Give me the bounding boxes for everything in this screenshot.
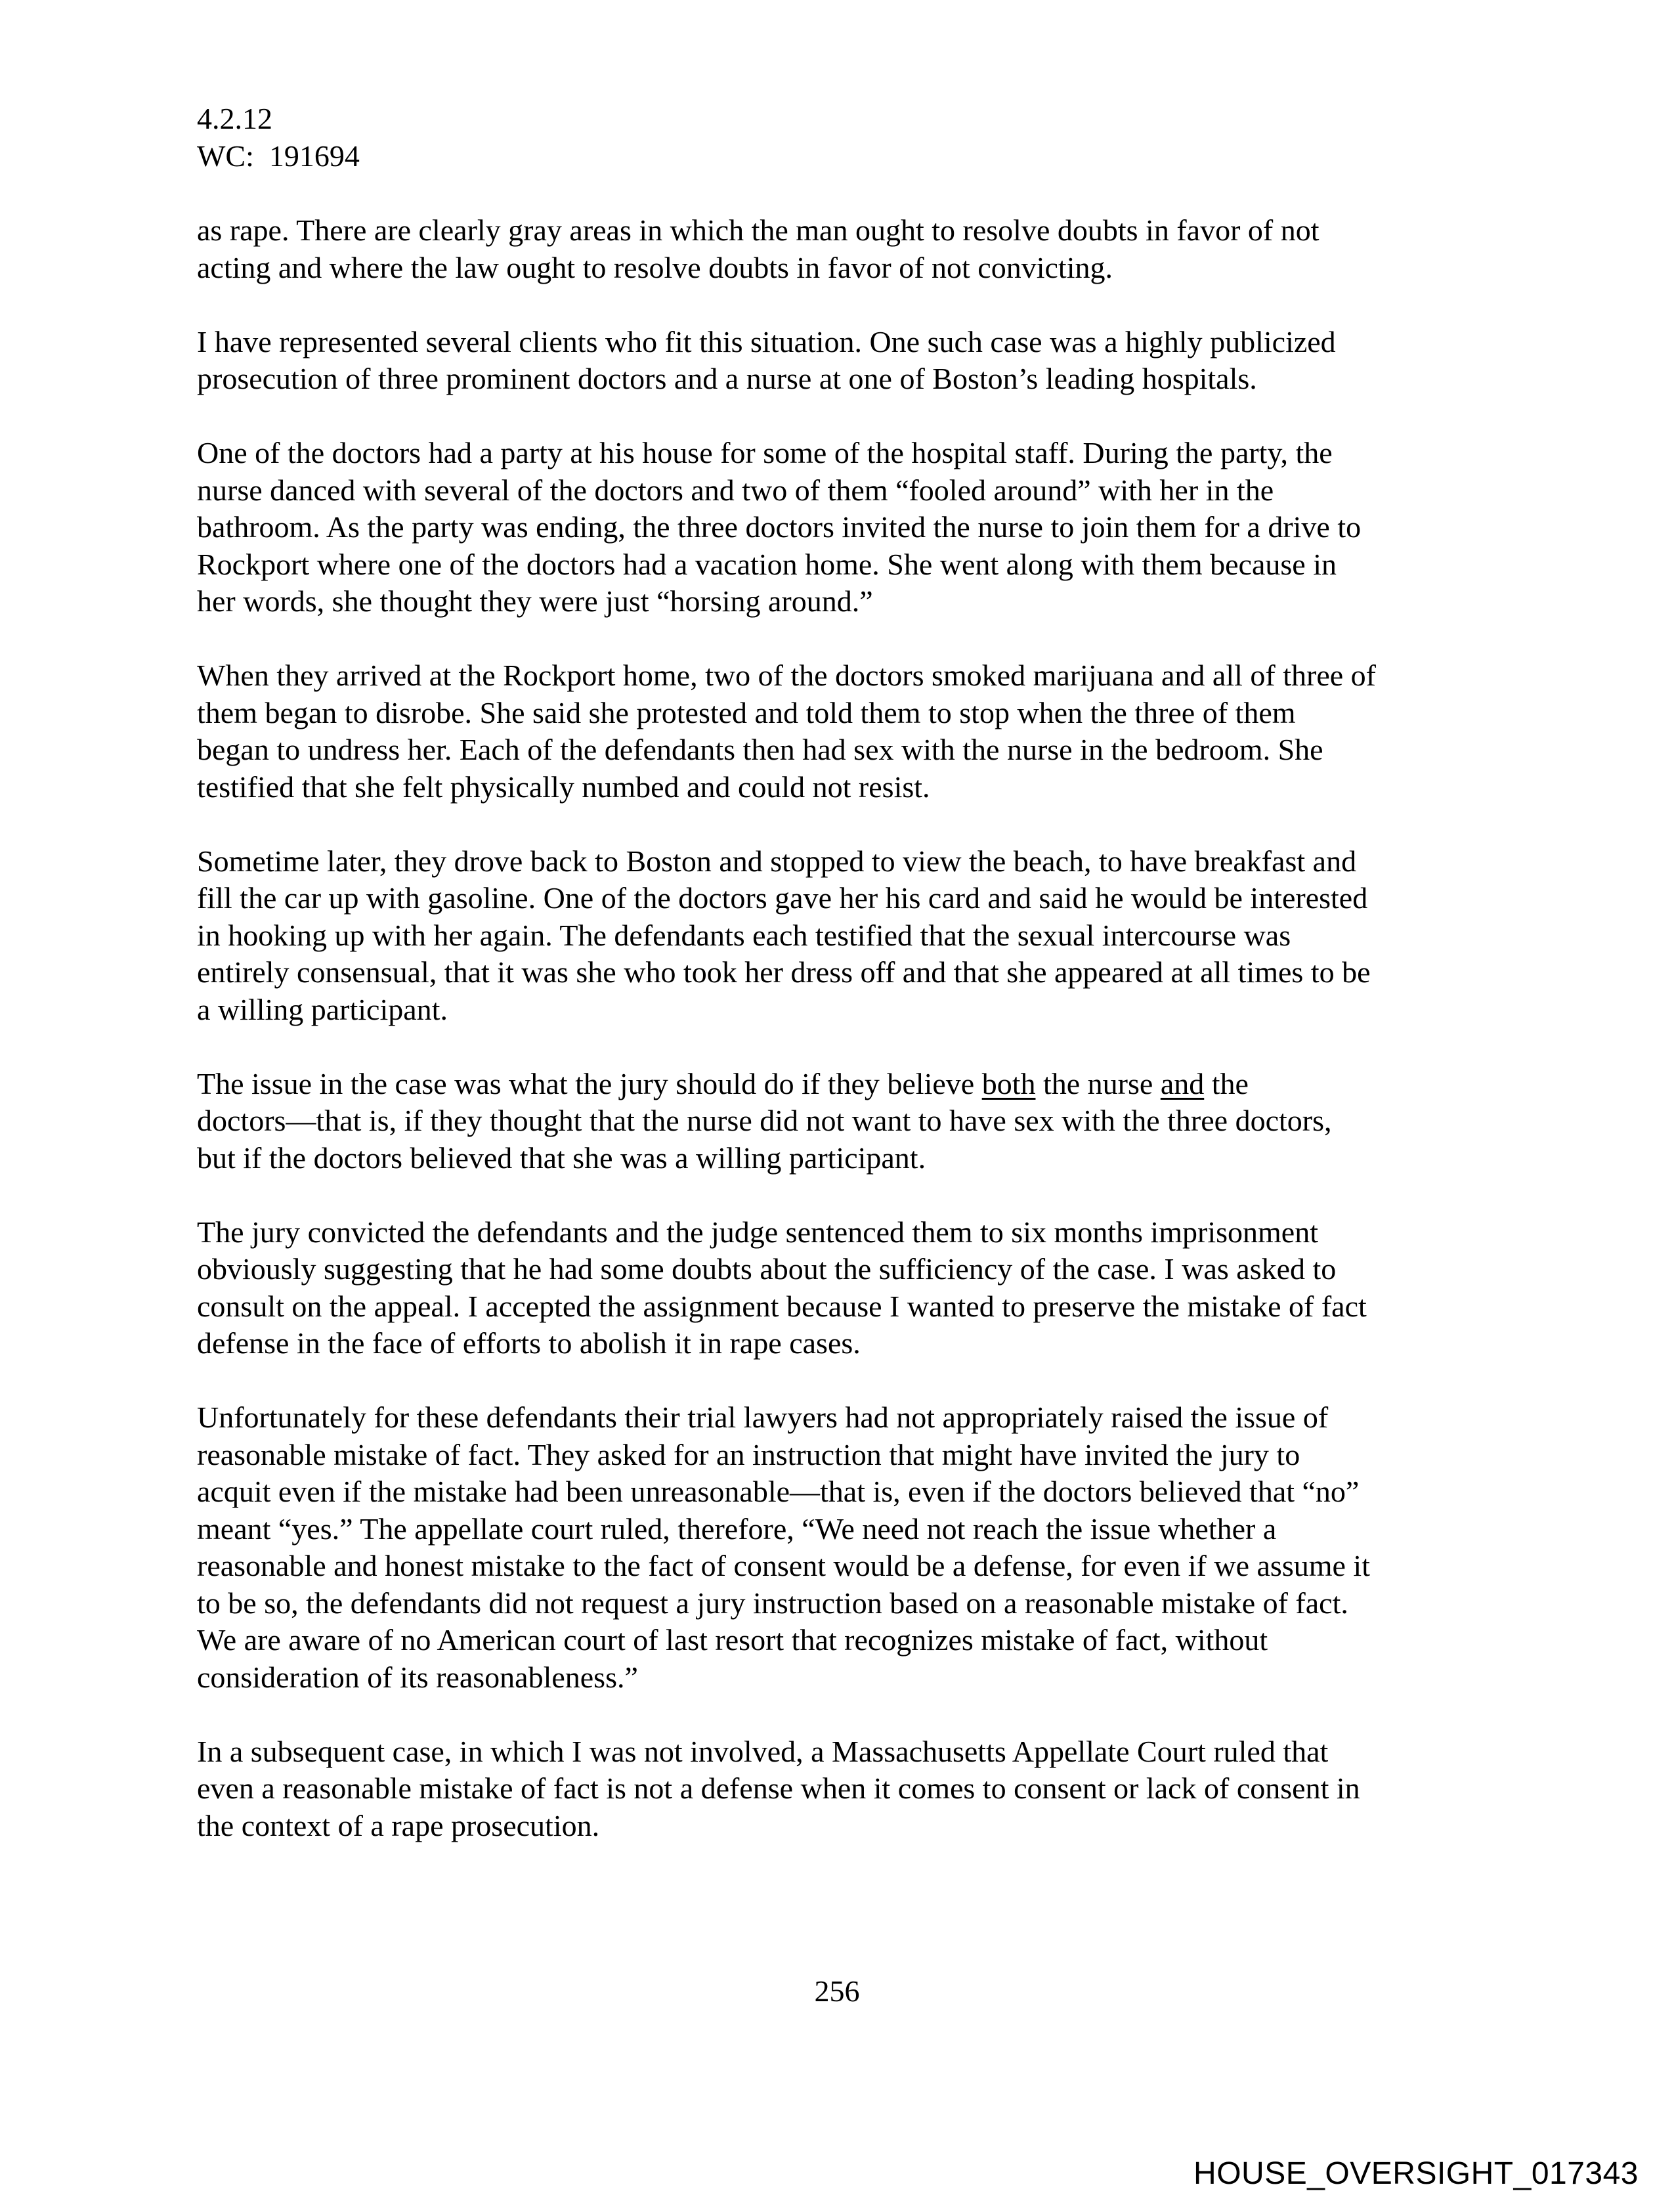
paragraph-9 — [197, 1733, 1484, 1845]
text-line: We are aware of no American court of last resort that recognizes mistake of fact, without — [197, 1623, 1268, 1657]
text-line: entirely consensual, that it was she who took her dress off and that she appeared at all times to be — [197, 955, 1371, 989]
underlined-word-and: and — [1160, 1066, 1205, 1100]
text-line: in hooking up with her again. The defendants each testified that the sexual intercourse was — [197, 918, 1291, 952]
text-line: doctors—that is, if they thought that the nurse did not want to have sex with the three doctors, — [197, 1104, 1332, 1137]
text-line: nurse danced with several of the doctors and two of them “fooled around” with her in the — [197, 473, 1274, 507]
text-line: obviously suggesting that he had some doubts about the sufficiency of the case. I was asked to — [197, 1252, 1337, 1286]
text-line: I have represented several clients who fit this situation. One such case was a highly publicized — [197, 324, 1336, 358]
bates-stamp: HOUSE_OVERSIGHT_017343 — [1193, 2156, 1639, 2191]
text-line: reasonable and honest mistake to the fact of consent would be a defense, for even if we assume it — [197, 1549, 1370, 1582]
text-line: them began to disrobe. She said she protested and told them to stop when the three of them — [197, 695, 1296, 729]
text-line — [197, 1066, 1484, 1103]
text-line: Rockport where one of the doctors had a vacation home. She went along with them because in — [197, 547, 1337, 581]
text-line: consideration of its reasonableness.” — [197, 1660, 638, 1694]
text-run: The issue in the case was what the jury should do if they believe — [197, 1066, 982, 1100]
text-line: testified that she felt physically numbed and could not resist. — [197, 770, 930, 804]
text-line: acting and where the law ought to resolve doubts in favor of not convicting. — [197, 250, 1113, 284]
paragraph-8 — [197, 1399, 1484, 1696]
text-line: When they arrived at the Rockport home, two of the doctors smoked marijuana and all of three of — [197, 659, 1376, 692]
text-line: Sometime later, they drove back to Boston and stopped to view the beach, to have breakfast and — [197, 844, 1357, 878]
underlined-word-both: both — [981, 1066, 1036, 1100]
text-line: prosecution of three prominent doctors and a nurse at one of Boston’s leading hospitals. — [197, 362, 1257, 395]
text-line: defense in the face of efforts to abolish it in rape cases. — [197, 1326, 861, 1360]
text-line: but if the doctors believed that she was a willing participant. — [197, 1140, 926, 1175]
text-line: as rape. There are clearly gray areas in which the man ought to resolve doubts in favor of not — [197, 213, 1320, 247]
header-word-count: WC: 191694 — [197, 139, 360, 173]
text-line: acquit even if the mistake had been unreasonable—that is, even if the doctors believed that “no” — [197, 1475, 1360, 1508]
text-line: consult on the appeal. I accepted the assignment because I wanted to preserve the mistake of fact — [197, 1289, 1367, 1323]
page-number: 256 — [814, 1974, 860, 2008]
text-line: Unfortunately for these defendants their trial lawyers had not appropriately raised the issue of — [197, 1400, 1329, 1434]
text-line: even a reasonable mistake of fact is not a defense when it comes to consent or lack of consent in — [197, 1771, 1360, 1805]
text-line: her words, she thought they were just “horsing around.” — [197, 584, 873, 618]
paragraph-7 — [197, 1214, 1484, 1362]
text-line: bathroom. As the party was ending, the three doctors invited the nurse to join them for a drive to — [197, 510, 1362, 544]
header-date: 4.2.12 — [197, 102, 272, 135]
text-run: the — [1204, 1066, 1249, 1100]
text-line: meant “yes.” The appellate court ruled, therefore, “We need not reach the issue whether a — [197, 1511, 1277, 1546]
paragraph-2 — [197, 324, 1484, 398]
paragraph-1 — [197, 212, 1484, 286]
text-line: to be so, the defendants did not request a jury instruction based on a reasonable mistake of fact. — [197, 1586, 1348, 1620]
text-run: the nurse — [1035, 1066, 1161, 1100]
paragraph-4 — [197, 657, 1484, 806]
text-line: The jury convicted the defendants and the judge sentenced them to six months imprisonment — [197, 1215, 1318, 1249]
text-line: began to undress her. Each of the defendants then had sex with the nurse in the bedroom. She — [197, 733, 1323, 766]
text-line: fill the car up with gasoline. One of the doctors gave her his card and said he would be interested — [197, 881, 1368, 915]
text-line: a willing participant. — [197, 992, 448, 1026]
paragraph-5 — [197, 843, 1484, 1029]
text-line: One of the doctors had a party at his house for some of the hospital staff. During the party, the — [197, 436, 1333, 469]
text-line: the context of a rape prosecution. — [197, 1808, 600, 1842]
document-header — [197, 100, 360, 175]
paragraph-6 — [197, 1066, 1484, 1177]
text-line: reasonable mistake of fact. They asked for an instruction that might have invited the jury to — [197, 1437, 1300, 1471]
document-body — [197, 212, 1484, 1882]
text-line: In a subsequent case, in which I was not involved, a Massachusetts Appellate Court ruled that — [197, 1734, 1329, 1768]
paragraph-3 — [197, 435, 1484, 620]
